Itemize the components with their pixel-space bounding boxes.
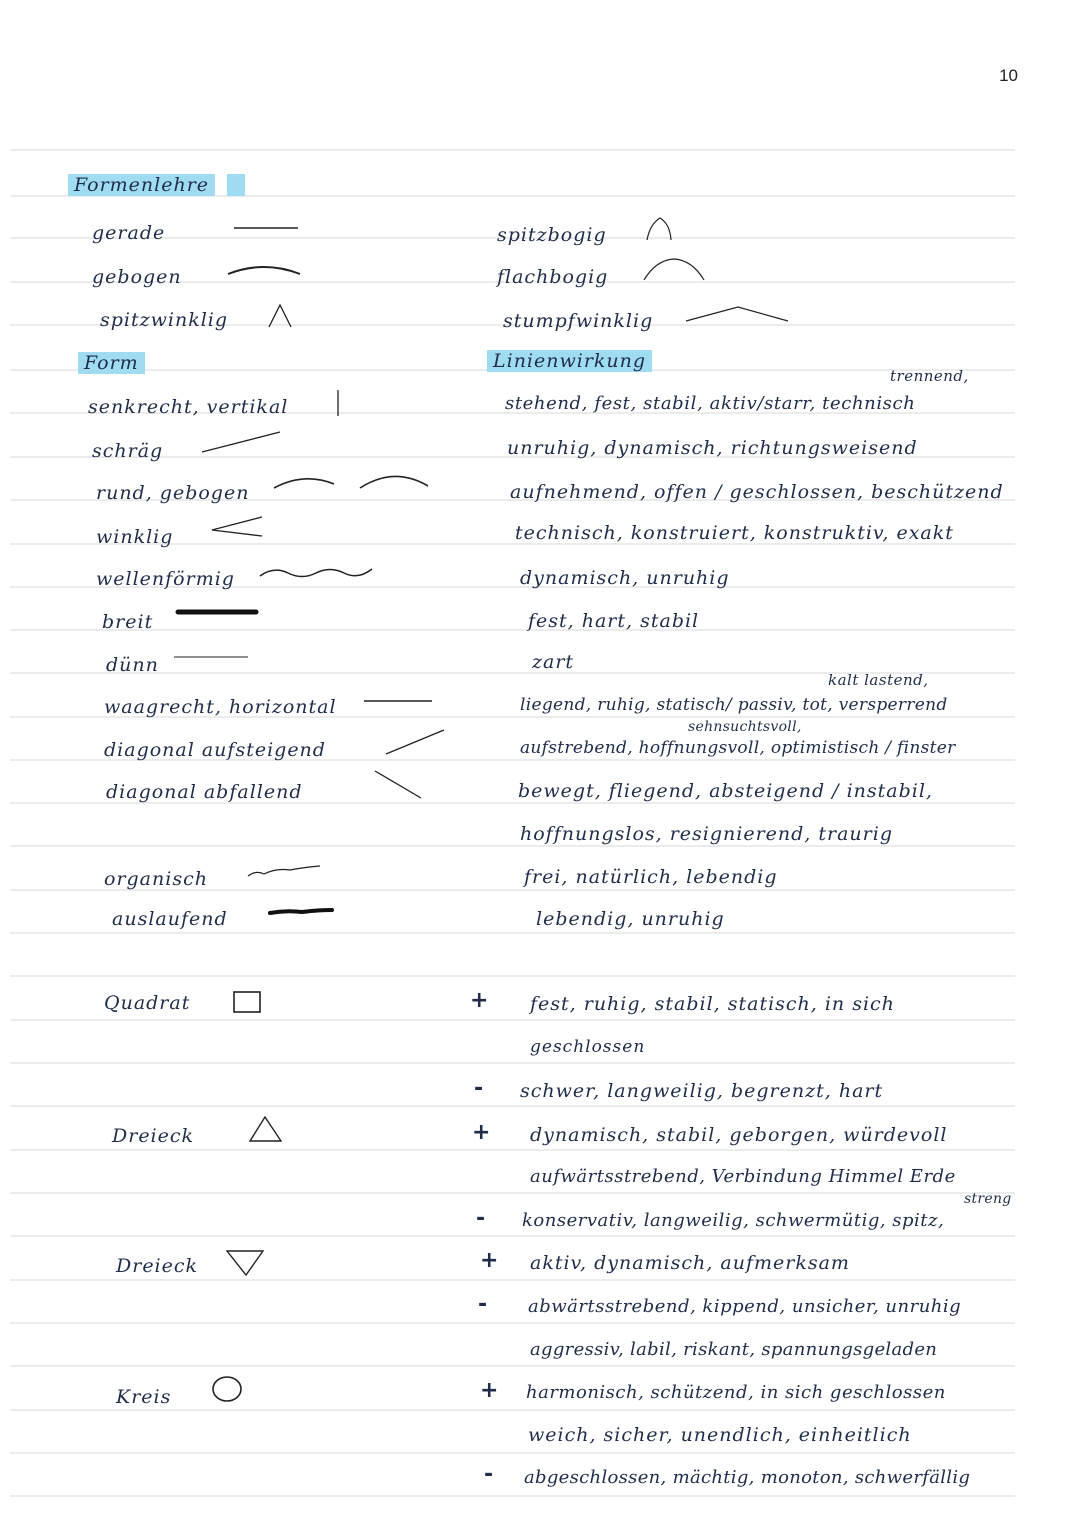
shape-name-kreis: Kreis	[116, 1386, 172, 1408]
round-line-icon	[272, 474, 336, 494]
obtuse-angle-icon	[684, 304, 790, 324]
line-note-trennend: trennend,	[890, 367, 969, 385]
tapering-line-icon	[266, 904, 336, 920]
horizontal-line-icon	[362, 696, 434, 706]
shape-entry: aggressiv, labil, riskant, spannungsgeladen	[530, 1339, 938, 1360]
shape-entry: geschlossen	[530, 1037, 646, 1057]
line-note-sehnsuchtsvoll: sehnsuchtsvoll,	[688, 719, 802, 735]
thick-line-icon	[176, 606, 260, 618]
sign-minus: -	[474, 1076, 484, 1101]
shape-entry: abwärtsstrebend, kippend, unsicher, unruhig	[528, 1296, 962, 1317]
line-form-breit: breit	[102, 611, 154, 633]
line-effect-senkrecht: stehend, fest, stabil, aktiv/starr, technisch	[505, 393, 916, 414]
falling-diagonal-icon	[372, 768, 424, 802]
organic-line-icon	[246, 862, 322, 882]
page-number: 10	[999, 66, 1018, 85]
shape-entry: dynamisch, stabil, geborgen, würdevoll	[530, 1124, 948, 1146]
sign-plus: +	[472, 1120, 491, 1145]
shape-entry: aufwärtsstrebend, Verbindung Himmel Erde	[530, 1166, 956, 1187]
shape-label-gebogen: gebogen	[92, 266, 182, 288]
linienwirkung-heading: Linienwirkung	[487, 350, 652, 372]
acute-angle-icon	[266, 302, 294, 330]
shape-label-spitzbogig: spitzbogig	[497, 224, 607, 246]
line-form-rund: rund, gebogen	[96, 482, 250, 504]
shape-entry: fest, ruhig, stabil, statisch, in sich	[530, 993, 895, 1015]
shape-note-streng: streng	[964, 1191, 1012, 1207]
shape-label-gerade: gerade	[92, 222, 166, 244]
line-form-auslaufend: auslaufend	[112, 908, 228, 930]
line-effect-diagonal-abfallend: bewegt, fliegend, absteigend / instabil,	[518, 780, 933, 802]
line-effect-duenn: zart	[532, 651, 575, 673]
shape-entry: abgeschlossen, mächtig, monoton, schwerfällig	[524, 1467, 971, 1488]
shape-label-flachbogig: flachbogig	[497, 266, 609, 288]
line-form-duenn: dünn	[106, 654, 159, 676]
round-line-icon-2	[358, 470, 430, 492]
line-effect-rund: aufnehmend, offen / geschlossen, beschützend	[510, 481, 1004, 503]
shape-entry: weich, sicher, unendlich, einheitlich	[528, 1424, 912, 1446]
shape-entry: konservativ, langweilig, schwermütig, spitz,	[522, 1210, 945, 1231]
rising-diagonal-icon	[384, 726, 446, 758]
line-effect-breit: fest, hart, stabil	[528, 610, 700, 632]
triangle-up-icon	[246, 1114, 284, 1144]
sign-plus: +	[480, 1248, 499, 1273]
thin-line-icon	[172, 652, 252, 662]
shape-entry: schwer, langweilig, begrenzt, hart	[520, 1080, 884, 1102]
line-note-kalt-lastend: kalt lastend,	[828, 671, 929, 689]
line-form-organisch: organisch	[104, 868, 208, 890]
sign-plus: +	[470, 988, 489, 1013]
form-heading: Form	[78, 352, 145, 374]
circle-icon	[210, 1374, 244, 1404]
shape-entry: aktiv, dynamisch, aufmerksam	[530, 1252, 850, 1274]
line-effect-winklig: technisch, konstruiert, konstruktiv, exakt	[515, 522, 954, 544]
line-effect-auslaufend: lebendig, unruhig	[536, 908, 725, 930]
line-form-diagonal-aufsteigend: diagonal aufsteigend	[104, 739, 326, 761]
sign-plus: +	[480, 1378, 499, 1403]
shape-entry: harmonisch, schützend, in sich geschlossen	[526, 1382, 946, 1403]
square-icon	[232, 990, 262, 1014]
triangle-down-icon	[224, 1248, 266, 1278]
straight-line-icon	[232, 222, 302, 234]
wavy-line-icon	[258, 564, 374, 582]
line-form-senkrecht: senkrecht, vertikal	[88, 396, 289, 418]
sign-minus: -	[484, 1462, 494, 1487]
line-effect-hoffnungslos: hoffnungslos, resignierend, traurig	[520, 823, 893, 845]
slanted-line-icon	[200, 428, 284, 456]
shape-label-stumpfwinklig: stumpfwinklig	[503, 310, 654, 332]
shape-name-dreieck-up: Dreieck	[112, 1125, 195, 1147]
angled-line-icon	[208, 514, 266, 540]
sign-minus: -	[478, 1292, 488, 1317]
pointed-arch-icon	[644, 216, 674, 242]
line-effect-wellenfoermig: dynamisch, unruhig	[520, 567, 730, 589]
flat-arch-icon	[642, 256, 706, 284]
sign-minus: -	[476, 1206, 486, 1231]
line-effect-schraeg: unruhig, dynamisch, richtungsweisend	[507, 437, 918, 459]
line-form-schraeg: schräg	[92, 440, 164, 462]
shape-label-spitzwinklig: spitzwinklig	[100, 309, 229, 331]
shape-name-dreieck-down: Dreieck	[116, 1255, 199, 1277]
line-form-waagrecht: waagrecht, horizontal	[104, 696, 337, 718]
line-effect-diagonal-aufsteigend: aufstrebend, hoffnungsvoll, optimistisch / finster	[520, 738, 956, 758]
line-effect-organisch: frei, natürlich, lebendig	[524, 866, 778, 888]
line-form-wellenfoermig: wellenförmig	[96, 568, 235, 590]
vertical-line-icon	[334, 388, 342, 418]
line-effect-waagrecht: liegend, ruhig, statisch/ passiv, tot, versperrend	[520, 695, 948, 715]
shape-name-quadrat: Quadrat	[104, 992, 191, 1014]
formenlehre-heading: Formenlehre	[68, 174, 245, 196]
line-form-winklig: winklig	[96, 526, 174, 548]
curved-line-icon	[226, 262, 304, 280]
line-form-diagonal-abfallend: diagonal abfallend	[106, 781, 303, 803]
